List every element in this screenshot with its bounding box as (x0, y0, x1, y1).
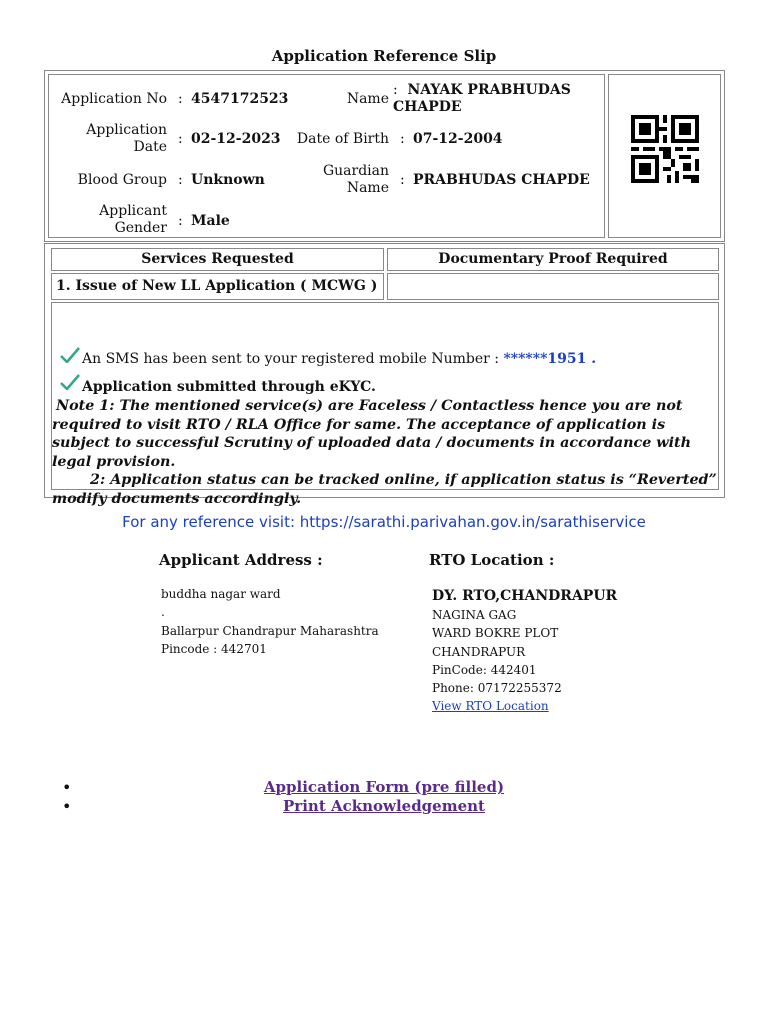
name-label: Name (346, 91, 389, 107)
services-header: Services Requested (51, 248, 384, 271)
address-line: buddha nagar ward (161, 587, 281, 601)
address-line: Pincode : 442701 (161, 641, 267, 656)
gender-value: Male (191, 213, 230, 229)
rto-line: Phone: 07172255372 (432, 681, 562, 696)
qr-code-icon (631, 115, 699, 183)
gender-label: Applicant Gender (99, 203, 167, 236)
ekyc-notice: Application submitted through eKYC. (82, 379, 376, 395)
applicant-info-box (44, 70, 725, 242)
dob-label: Date of Birth (296, 131, 389, 147)
dob-value: 07-12-2004 (413, 131, 503, 147)
view-rto-location-link[interactable]: View RTO Location (432, 699, 549, 714)
notes-text (52, 397, 718, 508)
note-1: Note 1: The mentioned service(s) are Faceless / Contactless hence you are not required to visit RTO / RLA Office for same. The acceptance of application is subject to successful Scrutiny of uploaded data / documents in accordance with legal provision. (52, 398, 692, 470)
applicant-address-heading: Applicant Address : (159, 551, 323, 569)
check-icon (60, 347, 80, 363)
proof-item-1 (387, 273, 719, 300)
service-item-1: 1. Issue of New LL Application ( MCWG ) (51, 273, 384, 300)
rto-line: NAGINA GAG (432, 608, 517, 622)
mobile-number: ******1951 . (503, 351, 597, 367)
application-date-value: 02-12-2023 (191, 131, 281, 147)
guardian-label: Guardian Name (322, 163, 389, 196)
page-title: Application Reference Slip (271, 47, 497, 65)
application-date-label: Application Date (86, 122, 167, 155)
notes-panel (51, 302, 719, 507)
rto-line: PinCode: 442401 (432, 662, 537, 677)
colon: : (400, 172, 405, 188)
services-table (44, 243, 725, 507)
blood-group-label: Blood Group (77, 172, 167, 188)
colon: : (178, 213, 183, 229)
colon: : (400, 131, 405, 147)
colon: : (178, 91, 183, 107)
rto-location-heading: RTO Location : (429, 551, 555, 569)
applicant-details (48, 74, 605, 238)
colon: : (178, 131, 183, 147)
bullet: • (62, 797, 72, 816)
bullet: • (62, 778, 72, 797)
rto-name: DY. RTO,CHANDRAPUR (432, 588, 618, 604)
note-2: 2: Application status can be tracked online, if application status is “Reverted” modify documents accordingly. (52, 472, 717, 507)
blood-group-value: Unknown (191, 172, 265, 188)
address-line: . (161, 605, 165, 620)
name-value: : NAYAK PRABHUDAS CHAPDE (393, 82, 571, 115)
application-form-link[interactable]: Application Form (pre filled) (263, 778, 505, 796)
rto-line: WARD BOKRE PLOT (432, 626, 559, 641)
sms-notice: An SMS has been sent to your registered mobile Number : ******1951 . (82, 351, 597, 367)
rto-location (432, 586, 617, 716)
applicant-address (161, 585, 379, 658)
guardian-name-value: PRABHUDAS CHAPDE (413, 172, 590, 188)
rto-line: CHANDRAPUR (432, 644, 526, 659)
proof-header: Documentary Proof Required (387, 248, 719, 271)
check-icon (60, 374, 80, 390)
application-no-label: Application No (61, 91, 167, 107)
qr-code-cell (608, 74, 721, 238)
application-no-value: 4547172523 (191, 91, 289, 107)
print-acknowledgement-link[interactable]: Print Acknowledgement (283, 797, 485, 815)
address-line: Ballarpur Chandrapur Maharashtra (161, 623, 379, 638)
reference-link[interactable]: For any reference visit: https://sarathi.parivahan.gov.in/sarathiservice (122, 513, 646, 531)
colon: : (178, 172, 183, 188)
